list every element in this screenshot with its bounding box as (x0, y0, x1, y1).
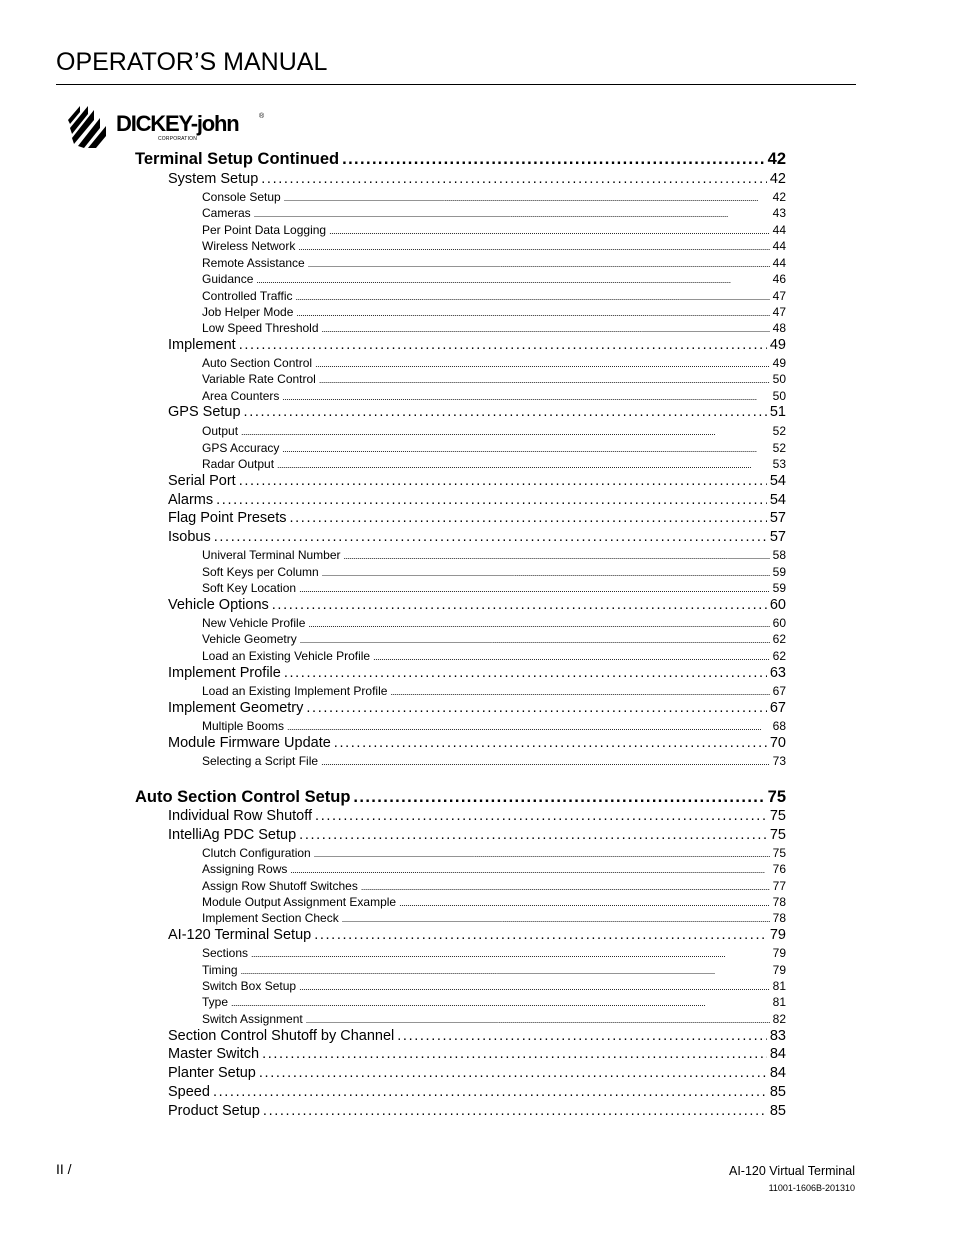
toc-entry (168, 1028, 786, 1046)
toc-entry-page: 42 (767, 150, 786, 168)
toc-entry-title: Implement Profile (168, 665, 281, 681)
toc-entry-title: Implement Geometry (168, 700, 304, 716)
toc-entry (202, 895, 786, 910)
toc-entry-title: Switch Box Setup (202, 979, 297, 993)
page-title: OPERATOR’S MANUAL (56, 48, 328, 76)
toc-entry-page: 44 (772, 256, 786, 270)
toc-entry-page: 75 (767, 788, 786, 806)
toc-entry-page: 57 (769, 510, 786, 526)
toc-entry-page: 63 (769, 665, 786, 681)
toc-leader-dots (290, 862, 769, 876)
toc-leader-dots (373, 649, 770, 663)
toc-entry-page: 67 (769, 700, 786, 716)
toc-leader-dots (277, 457, 770, 471)
toc-leader-dots (241, 963, 770, 977)
toc-entry-title: Sections (202, 946, 249, 960)
toc-entry-page: 77 (772, 879, 786, 893)
toc-entry-title: IntelliAg PDC Setup (168, 827, 297, 843)
toc-leader-dots (344, 548, 770, 562)
toc-entry-page: 43 (772, 206, 786, 220)
toc-leader-dots (214, 529, 767, 545)
logo-registered: ® (259, 113, 265, 120)
toc-entry-page: 47 (772, 289, 786, 303)
toc-entry-page: 79 (769, 927, 786, 943)
toc-entry (202, 457, 786, 472)
toc-entry-title: Variable Rate Control (202, 372, 316, 386)
toc-leader-dots (315, 356, 770, 370)
toc-entry-title: Vehicle Options (168, 597, 269, 613)
toc-entry (168, 665, 786, 683)
toc-leader-dots (308, 256, 770, 270)
toc-leader-dots (284, 190, 770, 204)
toc-entry-title: Multiple Booms (202, 719, 285, 733)
toc-entry-page: 46 (772, 272, 786, 286)
toc-entry-title: Per Point Data Logging (202, 223, 327, 237)
toc-entry (202, 548, 786, 563)
toc-entry-page: 48 (772, 321, 786, 335)
toc-entry-title: New Vehicle Profile (202, 616, 306, 630)
toc-entry (168, 927, 786, 945)
toc-leader-dots (319, 372, 770, 386)
toc-entry (202, 223, 786, 238)
toc-entry-page: 85 (769, 1084, 786, 1100)
toc-entry (202, 1012, 786, 1027)
toc-entry (168, 510, 786, 528)
toc-leader-dots (296, 289, 770, 303)
toc-entry-page: 84 (769, 1065, 786, 1081)
toc-entry (168, 700, 786, 718)
toc-entry (202, 862, 786, 877)
toc-entry-title: Clutch Configuration (202, 846, 311, 860)
toc-entry-page: 85 (769, 1103, 786, 1119)
toc-entry-title: Module Output Assignment Example (202, 895, 397, 909)
toc-entry-page: 52 (772, 424, 786, 438)
toc-entry-title: Console Setup (202, 190, 281, 204)
toc-entry-title: Radar Output (202, 457, 275, 471)
toc-leader-dots (263, 1103, 767, 1119)
toc-leader-dots (306, 1012, 770, 1026)
toc-entry-page: 50 (772, 372, 786, 386)
toc-entry-page: 52 (772, 441, 786, 455)
toc-entry (168, 1103, 786, 1121)
toc-entry-title: Individual Row Shutoff (168, 808, 313, 824)
toc-entry-page: 84 (769, 1046, 786, 1062)
toc-entry (202, 256, 786, 271)
toc-entry-page: 54 (769, 473, 786, 489)
toc-entry-title: Product Setup (168, 1103, 260, 1119)
toc-entry (202, 846, 786, 861)
toc-entry-title: Guidance (202, 272, 254, 286)
toc-leader-dots (261, 171, 767, 187)
toc-entry (168, 827, 786, 845)
toc-entry-title: Univeral Terminal Number (202, 548, 341, 562)
toc-leader-dots (241, 424, 770, 438)
toc-leader-dots (342, 911, 770, 925)
toc-entry (202, 946, 786, 961)
toc-leader-dots (329, 223, 770, 237)
toc-entry (202, 289, 786, 304)
toc-leader-dots (239, 337, 767, 353)
toc-entry-page: 76 (772, 862, 786, 876)
toc-entry-title: Isobus (168, 529, 211, 545)
toc-entry-page: 47 (772, 305, 786, 319)
toc-entry-title: Auto Section Control (202, 356, 313, 370)
toc-entry-page: 54 (769, 492, 786, 508)
toc-leader-dots (353, 788, 764, 807)
toc-entry (202, 305, 786, 320)
footer-document-code: 11001-1606B-201310 (768, 1183, 855, 1193)
toc-entry-title: Output (202, 424, 239, 438)
toc-entry (135, 788, 786, 808)
toc-entry-title: Load an Existing Implement Profile (202, 684, 388, 698)
toc-entry-page: 42 (772, 190, 786, 204)
toc-entry-title: Area Counters (202, 389, 280, 403)
toc-entry (202, 684, 786, 699)
toc-leader-dots (244, 404, 767, 420)
toc-leader-dots (298, 239, 769, 253)
toc-leader-dots (239, 473, 767, 489)
toc-entry-page: 81 (772, 979, 786, 993)
toc-entry-title: Implement (168, 337, 236, 353)
toc-leader-dots (251, 946, 770, 960)
toc-leader-dots (287, 719, 770, 733)
toc-entry (202, 372, 786, 387)
toc-entry-page: 60 (772, 616, 786, 630)
toc-entry-title: Cameras (202, 206, 251, 220)
toc-entry-page: 75 (772, 846, 786, 860)
logo-mark-icon (66, 100, 110, 150)
toc-entry-page: 42 (769, 171, 786, 187)
toc-entry-page: 67 (772, 684, 786, 698)
toc-entry (202, 321, 786, 336)
toc-entry-title: Switch Assignment (202, 1012, 303, 1026)
toc-leader-dots (322, 321, 770, 335)
toc-leader-dots (315, 808, 767, 824)
toc-entry-page: 59 (772, 581, 786, 595)
toc-entry (202, 963, 786, 978)
toc-leader-dots (334, 735, 767, 751)
toc-entry-page: 49 (769, 337, 786, 353)
toc-entry (168, 735, 786, 753)
toc-entry-page: 70 (769, 735, 786, 751)
toc-entry (202, 979, 786, 994)
toc-entry-title: Vehicle Geometry (202, 632, 297, 646)
toc-entry-page: 82 (772, 1012, 786, 1026)
dickey-john-logo (66, 100, 306, 150)
toc-entry-title: Terminal Setup Continued (135, 150, 340, 168)
toc-entry-page: 51 (769, 404, 786, 420)
toc-leader-dots (308, 616, 769, 630)
toc-entry-page: 79 (772, 963, 786, 977)
toc-entry-title: GPS Setup (168, 404, 241, 420)
toc-entry-page: 78 (772, 911, 786, 925)
toc-entry-page: 53 (772, 457, 786, 471)
toc-leader-dots (306, 700, 766, 716)
toc-leader-dots (299, 827, 767, 843)
toc-entry-page: 58 (772, 548, 786, 562)
toc-entry (168, 808, 786, 826)
toc-entry (202, 424, 786, 439)
toc-leader-dots (289, 510, 766, 526)
toc-entry (168, 1084, 786, 1102)
toc-entry-title: Remote Assistance (202, 256, 305, 270)
toc-entry (168, 337, 786, 355)
toc-entry (202, 356, 786, 371)
toc-leader-dots (399, 895, 770, 909)
toc-entry (202, 581, 786, 596)
toc-entry (202, 441, 786, 456)
toc-entry (202, 911, 786, 926)
toc-entry (202, 190, 786, 205)
toc-leader-dots (213, 1084, 767, 1100)
toc-leader-dots (282, 441, 769, 455)
toc-leader-dots (216, 492, 767, 508)
toc-entry-title: Load an Existing Vehicle Profile (202, 649, 371, 663)
toc-entry-title: Serial Port (168, 473, 236, 489)
toc-entry (168, 529, 786, 547)
toc-leader-dots (284, 665, 767, 681)
toc-entry-title: Speed (168, 1084, 210, 1100)
toc-leader-dots (259, 1065, 767, 1081)
toc-entry-title: Type (202, 995, 229, 1009)
toc-entry-title: Selecting a Script File (202, 754, 319, 768)
toc-entry (135, 150, 786, 170)
toc-entry (202, 995, 786, 1010)
toc-entry-title: Timing (202, 963, 238, 977)
toc-entry (168, 1065, 786, 1083)
toc-entry-title: System Setup (168, 171, 259, 187)
toc-entry (202, 565, 786, 580)
toc-entry (168, 404, 786, 422)
toc-leader-dots (299, 581, 770, 595)
toc-entry-title: Controlled Traffic (202, 289, 293, 303)
toc-entry-title: Implement Section Check (202, 911, 339, 925)
toc-entry-title: GPS Accuracy (202, 441, 280, 455)
toc-entry (202, 719, 786, 734)
toc-entry-page: 57 (769, 529, 786, 545)
toc-entry (202, 206, 786, 221)
toc-entry-title: Section Control Shutoff by Channel (168, 1028, 395, 1044)
toc-entry-title: Soft Key Location (202, 581, 297, 595)
toc-leader-dots (299, 979, 770, 993)
toc-entry (168, 492, 786, 510)
toc-leader-dots (282, 389, 769, 403)
toc-entry-title: Wireless Network (202, 239, 296, 253)
logo-subtitle: CORPORATION (158, 136, 198, 142)
toc-entry-page: 75 (769, 808, 786, 824)
toc-entry (168, 597, 786, 615)
toc-leader-dots (342, 150, 765, 169)
toc-entry-page: 75 (769, 827, 786, 843)
header-rule (56, 84, 856, 85)
toc-entry-title: AI-120 Terminal Setup (168, 927, 312, 943)
footer-product-name: AI-120 Virtual Terminal (729, 1164, 855, 1178)
toc-leader-dots (296, 305, 769, 319)
toc-entry (202, 632, 786, 647)
toc-entry-title: Planter Setup (168, 1065, 256, 1081)
toc-entry (202, 649, 786, 664)
toc-entry-page: 44 (772, 223, 786, 237)
toc-entry (202, 879, 786, 894)
toc-leader-dots (397, 1028, 767, 1044)
toc-entry-page: 44 (772, 239, 786, 253)
toc-leader-dots (300, 632, 770, 646)
toc-entry (168, 473, 786, 491)
toc-entry-page: 68 (772, 719, 786, 733)
toc-leader-dots (256, 272, 769, 286)
toc-entry-title: Soft Keys per Column (202, 565, 319, 579)
toc-leader-dots (361, 879, 770, 893)
toc-entry-page: 50 (772, 389, 786, 403)
logo-wordmark: DICKEY-john (116, 111, 239, 136)
toc-leader-dots (322, 565, 770, 579)
toc-entry-title: Module Firmware Update (168, 735, 331, 751)
toc-leader-dots (314, 846, 770, 860)
toc-entry-title: Auto Section Control Setup (135, 788, 351, 806)
toc-entry-page: 79 (772, 946, 786, 960)
toc-leader-dots (231, 995, 770, 1009)
toc-entry (202, 239, 786, 254)
toc-entry (202, 272, 786, 287)
toc-entry-page: 60 (769, 597, 786, 613)
toc-entry-title: Assigning Rows (202, 862, 288, 876)
toc-entry-title: Flag Point Presets (168, 510, 287, 526)
toc-leader-dots (254, 206, 770, 220)
toc-leader-dots (272, 597, 767, 613)
toc-leader-dots (321, 754, 770, 768)
toc-entry-page: 49 (772, 356, 786, 370)
toc-leader-dots (262, 1046, 767, 1062)
toc-entry (168, 1046, 786, 1064)
toc-leader-dots (390, 684, 769, 698)
toc-entry-page: 73 (772, 754, 786, 768)
toc-entry (202, 616, 786, 631)
toc-entry-page: 59 (772, 565, 786, 579)
toc-entry-page: 78 (772, 895, 786, 909)
toc-entry-title: Alarms (168, 492, 214, 508)
toc-entry-page: 62 (772, 632, 786, 646)
toc-leader-dots (314, 927, 767, 943)
footer-page-number: II / (56, 1161, 72, 1177)
toc-entry-page: 83 (769, 1028, 786, 1044)
toc-entry-title: Master Switch (168, 1046, 260, 1062)
toc-entry (202, 754, 786, 769)
toc-entry (168, 171, 786, 189)
toc-entry-title: Low Speed Threshold (202, 321, 319, 335)
toc-entry-page: 81 (772, 995, 786, 1009)
toc-entry-title: Job Helper Mode (202, 305, 294, 319)
toc-entry-page: 62 (772, 649, 786, 663)
toc-entry (202, 389, 786, 404)
toc-entry-title: Assign Row Shutoff Switches (202, 879, 358, 893)
